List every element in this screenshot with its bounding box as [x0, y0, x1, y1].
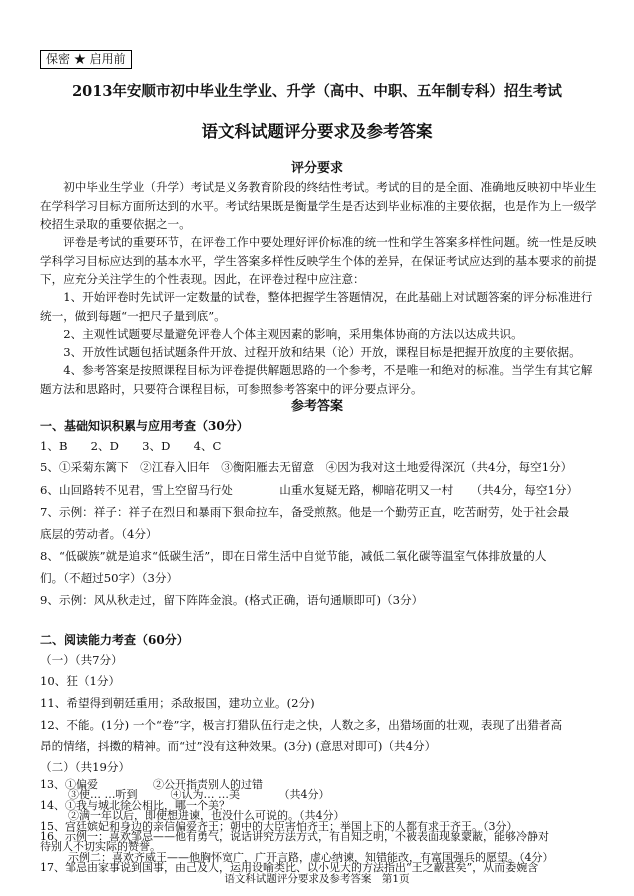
answer-q12-line2: 昂的情绪，抖擞的精神。而“过”没有这种效果。(3分) (意思对即可)（共4分） [40, 739, 437, 753]
scoring-item-1: 1、开始评卷时先试评一定数量的试卷，整体把握学生答题情况，在此基础上对试题答案的评分标准进行统一，做到每题“一把尺子量到底”。 [40, 290, 593, 323]
answer-q14-line2: ②满一年以后，即使想进谏，也没什么可说的。（共4分） [68, 809, 345, 823]
scoring-item-4: 4、参考答案是按照课程目标为评卷提供解题思路的一个参考，不是唯一和绝对的标准。当学生有其它解题方法和思路时，只要符合课程目标，可参照参考答案中的评分要点评分。 [40, 363, 593, 396]
scoring-item-3: 3、开放性试题包括试题条件开放、过程开放和结果（论）开放，课程目标是把握开放度的主要依据。 [63, 345, 581, 359]
answers-heading: 参考答案 [290, 399, 343, 414]
answer-q1-4: 1、B 2、D 3、D 4、C [40, 439, 222, 453]
page-footer: 语文科试题评分要求及参考答案 第1页 [224, 873, 410, 885]
confidential-label: 保密 ★ 启用前 [40, 50, 132, 69]
scoring-item-2: 2、主观性试题要尽量避免评卷人个体主观因素的影响，采用集体协商的方法以达成共识。 [63, 327, 523, 341]
answer-q16-line3: 示例二：喜欢齐威王——他胸怀宽广，广开言路，虚心纳谏，知错能改，有富国强兵的愿望。（4分） [68, 850, 554, 864]
answer-q16-line2: 待别人不切实际的赞誉。 [40, 840, 161, 854]
group2-label: （二）（共19分） [40, 760, 131, 774]
answer-q13-line1: 13、①偏爱 ②公开指责别人的过错 [40, 778, 263, 791]
group1-label: （一）（共7分） [40, 653, 123, 667]
scoring-paragraph-2: 评卷是考试的重要环节，在评卷工作中要处理好评价标准的统一性和学生答案多样性问题。统一性是反映学科学习目标应达到的基本水平，学生答案多样性反映学生个体的差异，在保证考试应达到的基本要求的前提下，应充分关注学生的个性表现。因此，在评卷过程中应注意： [40, 235, 597, 286]
answer-q16-line1: 16、示例一：喜欢邹忌——他有勇气，说话讲究方法方式，有自知之明，不被表面现象蒙蔽，能够冷静对 [40, 829, 549, 843]
answer-q8-line1: 8、“低碳族”就是追求“低碳生活”，即在日常生活中自觉节能，减低二氧化碳等温室气体排放量的人 [40, 549, 547, 563]
answer-q15: 15、宫廷嫔妃和身边的亲信偏爱齐王；朝中的大臣害怕齐王；举国上下的人都有求于齐王。（3分） [40, 819, 518, 833]
answer-q17: 17、邹忌由家事说到国事，由己及人，运用设喻类比、以小见大的方法指出“王之蔽甚矣”，从而委婉含 [40, 861, 539, 874]
answer-q13-line2: ③使… …听到 ④认为… …美 （共4分） [68, 788, 330, 802]
answer-q7-line2: 底层的劳动者。（4分） [40, 527, 158, 541]
part2-title: 二、阅读能力考查（60分） [40, 633, 189, 647]
answer-q5: 5、①采菊东篱下 ②江春入旧年 ③衡阳雁去无留意 ④因为我对这土地爱得深沉（共4分，每空1分） [40, 460, 573, 474]
answer-q10: 10、狂（1分） [40, 674, 121, 688]
answer-q6: 6、山回路转不见君，雪上空留马行处 山重水复疑无路，柳暗花明又一村 （共4分，每空1分） [40, 483, 579, 497]
answer-q11: 11、希望得到朝廷重用；杀敌报国，建功立业。(2分) [40, 696, 315, 710]
answer-q7-line1: 7、示例：祥子：祥子在烈日和暴雨下狠命拉车，备受煎熬。他是一个勤劳正直，吃苦耐劳，处于社会最 [40, 505, 570, 519]
exam-title: 2013年安顺市初中毕业生学业、升学（高中、中职、五年制专科）招生考试 [72, 83, 562, 100]
answer-q9: 9、示例：风从秋走过，留下阵阵金浪。(格式正确，语句通顺即可)（3分） [40, 593, 424, 607]
scoring-paragraph-1: 初中毕业生学业（升学）考试是义务教育阶段的终结性考试。考试的目的是全面、准确地反映初中毕业生在学科学习目标方面所达到的水平。考试结果既是衡量学生是否达到毕业标准的主要依据，也是作为上一级学校招生录取的重要依据之一。 [40, 180, 597, 231]
answer-q8-line2: 们。（不超过50字）（3分） [40, 571, 179, 585]
answer-q12-line1: 12、不能。(1分) 一个“卷”字，极言打猎队伍行走之快，人数之多，出猎场面的壮观，表现了出猎者高 [40, 718, 563, 732]
answer-q14-line1: 14、①我与城北徐公相比，哪一个美？ [40, 798, 230, 812]
scoring-heading: 评分要求 [290, 161, 343, 176]
document-title: 语文科试题评分要求及参考答案 [201, 122, 433, 141]
part1-title: 一、基础知识积累与应用考查（30分） [40, 419, 249, 433]
